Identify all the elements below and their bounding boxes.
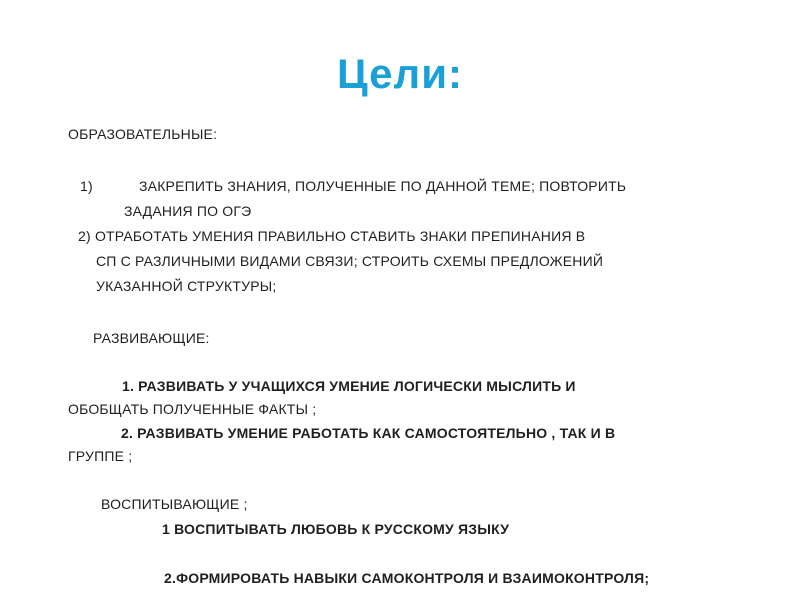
list-marker-1: 1) xyxy=(80,178,93,194)
goal-line: ОБОБЩАТЬ ПОЛУЧЕННЫЕ ФАКТЫ ; xyxy=(68,401,317,417)
slide-title: Цели: xyxy=(336,50,464,97)
goal-line: 2. РАЗВИВАТЬ УМЕНИЕ РАБОТАТЬ КАК САМОСТОЯТЕЛЬНО , ТАК И В xyxy=(121,425,616,441)
goal-line: 2.ФОРМИРОВАТЬ НАВЫКИ САМОКОНТРОЛЯ И ВЗАИМОКОНТРОЛЯ; xyxy=(164,570,650,586)
goal-line: ЗАДАНИЯ ПО ОГЭ xyxy=(124,203,252,219)
goal-line: 1. РАЗВИВАТЬ У УЧАЩИХСЯ УМЕНИЕ ЛОГИЧЕСКИ МЫСЛИТЬ И xyxy=(122,378,576,394)
section-heading-educational: ОБРАЗОВАТЕЛЬНЫЕ: xyxy=(68,126,218,142)
goal-line: ГРУППЕ ; xyxy=(68,448,133,464)
section-heading-developmental: РАЗВИВАЮЩИЕ: xyxy=(93,330,210,346)
section-heading-upbringing: ВОСПИТЫВАЮЩИЕ ; xyxy=(101,496,248,512)
goal-line: СП С РАЗЛИЧНЫМИ ВИДАМИ СВЯЗИ; СТРОИТЬ СХЕМЫ ПРЕДЛОЖЕНИЙ xyxy=(96,253,604,269)
goal-line: УКАЗАННОЙ СТРУКТУРЫ; xyxy=(96,278,277,294)
goal-line: ЗАКРЕПИТЬ ЗНАНИЯ, ПОЛУЧЕННЫЕ ПО ДАННОЙ ТЕМЕ; ПОВТОРИТЬ xyxy=(139,178,627,194)
goal-line: 2) ОТРАБОТАТЬ УМЕНИЯ ПРАВИЛЬНО СТАВИТЬ ЗНАКИ ПРЕПИНАНИЯ В xyxy=(78,228,586,244)
goal-line: 1 ВОСПИТЫВАТЬ ЛЮБОВЬ К РУССКОМУ ЯЗЫКУ xyxy=(162,521,510,537)
